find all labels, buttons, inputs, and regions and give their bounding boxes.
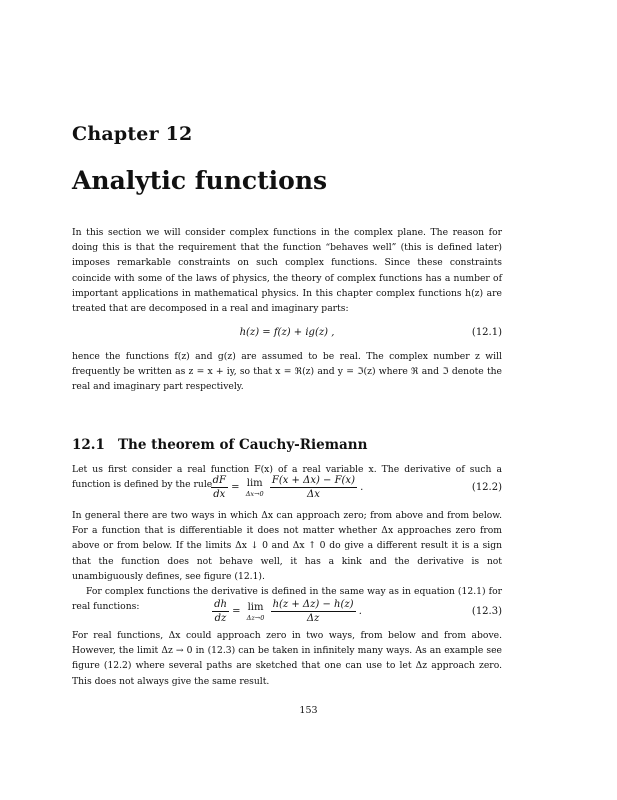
equation-12-1-number: (12.1) xyxy=(471,327,502,338)
eq2-lhs-num: dF xyxy=(212,475,226,486)
eq3-rhs-den: Δz xyxy=(306,613,320,624)
real-derivative-paragraph: Let us first consider a real function F(x) of a real variable x. The derivative of such a function is defined by the rule xyxy=(72,464,502,491)
eq2-lim-word: lim xyxy=(246,477,263,489)
eq2-lhs-den: dx xyxy=(213,489,226,500)
paths-paragraph: For real functions, Δx could approach zero in two ways, from below and from above. However, the limit Δz → 0 in (12.3) can be taken in infinitely many ways. As an example see figure (12.2) where several paths are sketched that one can use to let Δz approach zero. This does not always give the same result. xyxy=(72,630,502,687)
eq2-lhs-fraction xyxy=(211,474,228,501)
eq2-rhs-den: Δx xyxy=(306,489,320,500)
equation-12-3-number: (12.3) xyxy=(471,606,502,617)
equation-12-2-number: (12.2) xyxy=(471,482,502,493)
equation-12-2-formula xyxy=(72,474,502,501)
eq3-lhs-num: dh xyxy=(214,599,227,610)
decomposition-paragraph: hence the functions f(z) and g(z) are assumed to be real. The complex number z will frequently be written as z = x + iy, so that x = ℜ(z) and y = ℑ(z) where ℜ and ℑ denote the real and imaginary part respectively. xyxy=(72,351,502,393)
eq3-lhs-fraction xyxy=(212,598,229,625)
eq2-limit xyxy=(246,478,264,498)
eq3-lim-sub: Δz→0 xyxy=(246,613,265,622)
eq2-rhs-num: F(x + Δx) − F(x) xyxy=(271,475,355,486)
eq3-rhs-num: h(z + Δz) − h(z) xyxy=(272,599,354,610)
eq2-rhs-fraction xyxy=(270,474,357,501)
equation-12-3-formula xyxy=(72,598,502,625)
eq3-lhs-den: dz xyxy=(214,613,227,624)
complex-derivative-paragraph: For complex functions the derivative is defined in the same way as in equation (12.1) for real functions: xyxy=(72,586,502,613)
intro-paragraph: In this section we will consider complex functions in the complex plane. The reason for doing this is that the requirement that the function “behaves well” (this is defined later) imposes remarkable constraints on such complex functions. Since these constraints coincide with some of the laws of physics, the theory of complex functions has a number of important applications in mathematical physics. In this chapter complex functions h(z) are treated that are decomposed in a real and imaginary parts: xyxy=(72,227,502,315)
eq3-rhs-fraction xyxy=(271,598,356,625)
equation-12-3 xyxy=(72,598,502,628)
equation-12-2 xyxy=(72,474,502,504)
chapter-title: Analytic functions xyxy=(72,166,328,195)
eq3-equals: = xyxy=(232,606,241,617)
eq3-tail: . xyxy=(358,606,362,617)
section-heading xyxy=(72,437,367,453)
chapter-label: Chapter 12 xyxy=(72,123,193,145)
eq3-limit xyxy=(247,602,265,622)
equation-12-1-formula: h(z) = f(z) + ig(z) , xyxy=(239,327,335,338)
eq2-tail: . xyxy=(360,482,364,493)
page-number: 153 xyxy=(299,705,318,716)
limits-paragraph: In general there are two ways in which Δx can approach zero; from above and from below. For a function that is differentiable it does not matter whether Δx approaches zero from above or from below. If the limits Δx ↓ 0 and Δx ↑ 0 do give a different result it is a sign that the function does not behave well, it has a kink and the derivative is not unambiguously defines, see figure (12.1). xyxy=(72,510,502,582)
section-number: 12.1 xyxy=(72,437,105,453)
eq2-equals: = xyxy=(231,482,240,493)
eq2-lim-sub: Δx→0 xyxy=(245,489,264,498)
section-title: The theorem of Cauchy-Riemann xyxy=(118,437,368,453)
eq3-lim-word: lim xyxy=(247,601,264,613)
